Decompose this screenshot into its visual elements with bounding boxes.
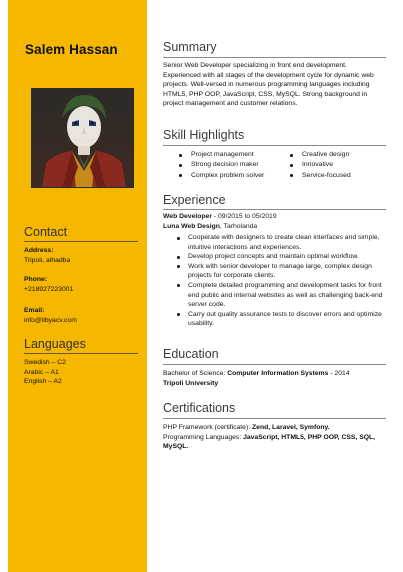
job-dates: - 09/2015 to 05/2019 (211, 213, 277, 220)
duty-item: Complete detailed programming and development tasks for front end public and internal websites as well as challenging back-end server code. (163, 281, 386, 310)
certifications-divider (163, 418, 386, 419)
duty-item: Carry out quality assurance tests to discover errors and optimize usability. (163, 310, 386, 329)
certifications-text (163, 423, 386, 452)
skill-item: Creative design (290, 150, 351, 160)
skills-column-2 (290, 150, 351, 181)
cert-line-2-value: JavaScript, HTML5, PHP OOP, CSS, SQL, MySQL. (163, 433, 376, 451)
address-value: Tripoli, alhadba (24, 256, 71, 264)
cert-line-2-prefix: Programming Languages: (163, 433, 244, 441)
phone-block (24, 275, 73, 294)
skill-item: Innovative (290, 160, 351, 170)
skill-item: Strong decision maker (179, 160, 264, 170)
job-title-line (163, 212, 277, 222)
skills-heading: Skill Highlights (163, 128, 245, 142)
language-item: Arabic – A1 (24, 368, 59, 376)
contact-heading: Contact (24, 225, 68, 239)
profile-photo-joker (32, 89, 134, 188)
languages-list (24, 358, 66, 387)
job-company-line (163, 222, 257, 232)
languages-divider (24, 353, 138, 354)
cert-line-2 (163, 433, 386, 452)
skills-column-1 (179, 150, 264, 181)
email-label: Email: (24, 307, 45, 314)
certifications-heading: Certifications (163, 401, 236, 415)
summary-divider (163, 57, 386, 58)
email-block (24, 306, 77, 325)
address-block (24, 246, 70, 265)
contact-divider (24, 241, 138, 242)
skill-item: Project management (179, 150, 264, 160)
school-name: Tripoli University (163, 380, 219, 387)
sidebar (8, 0, 147, 572)
education-degree-line (163, 369, 386, 379)
summary-heading: Summary (163, 40, 217, 54)
job-title: Web Developer (163, 213, 212, 220)
duty-item: Cooperate with designers to create clean interfaces and simple, intuitive interactions and experiences. (163, 233, 386, 252)
duty-item: Work with senior developer to manage large, complex design projects for corporate clients. (163, 262, 386, 281)
languages-heading: Languages (24, 337, 86, 351)
degree-year: - 2014 (328, 370, 350, 377)
skill-item: Service-focused (290, 171, 351, 181)
cert-line-1 (163, 423, 386, 433)
skill-item: Complex problem solver (179, 171, 264, 181)
duty-item: Develop project concepts and maintain optimal workflow. (163, 252, 386, 262)
company-name: Luna Web Design (163, 223, 220, 230)
experience-heading: Experience (163, 193, 226, 207)
education-heading: Education (163, 347, 219, 361)
degree-prefix: Bachelor of Science: (163, 370, 228, 377)
address-label: Address: (24, 247, 54, 254)
cert-line-1-value: Zend, Laravel, Symfony. (252, 424, 330, 431)
email-value: info@libyacv.com (24, 316, 77, 324)
language-item: Swedish – C2 (24, 359, 66, 366)
duties-list (163, 233, 386, 329)
phone-value: +218927223001 (24, 285, 74, 293)
language-item: English – A2 (24, 378, 62, 386)
cert-line-1-prefix: PHP Framework (certificate): (163, 424, 253, 431)
degree-field: Computer Information Systems (227, 370, 329, 377)
company-location: , Tarholanda (219, 223, 258, 230)
education-divider (163, 364, 386, 365)
phone-label: Phone: (24, 276, 48, 283)
candidate-name: Salem Hassan (25, 42, 118, 57)
summary-text: Senior Web Developer specializing in front end development. Experienced with all stages of the development cycle for dynamic web projects. Well-versed in numerous programming languages including HTML5, PHP OOP, JavaScript, CSS, MySQL. Strong background in project management and customer relations. (163, 62, 374, 108)
experience-divider (163, 209, 386, 210)
skills-divider (163, 145, 386, 146)
profile-photo (31, 88, 134, 188)
